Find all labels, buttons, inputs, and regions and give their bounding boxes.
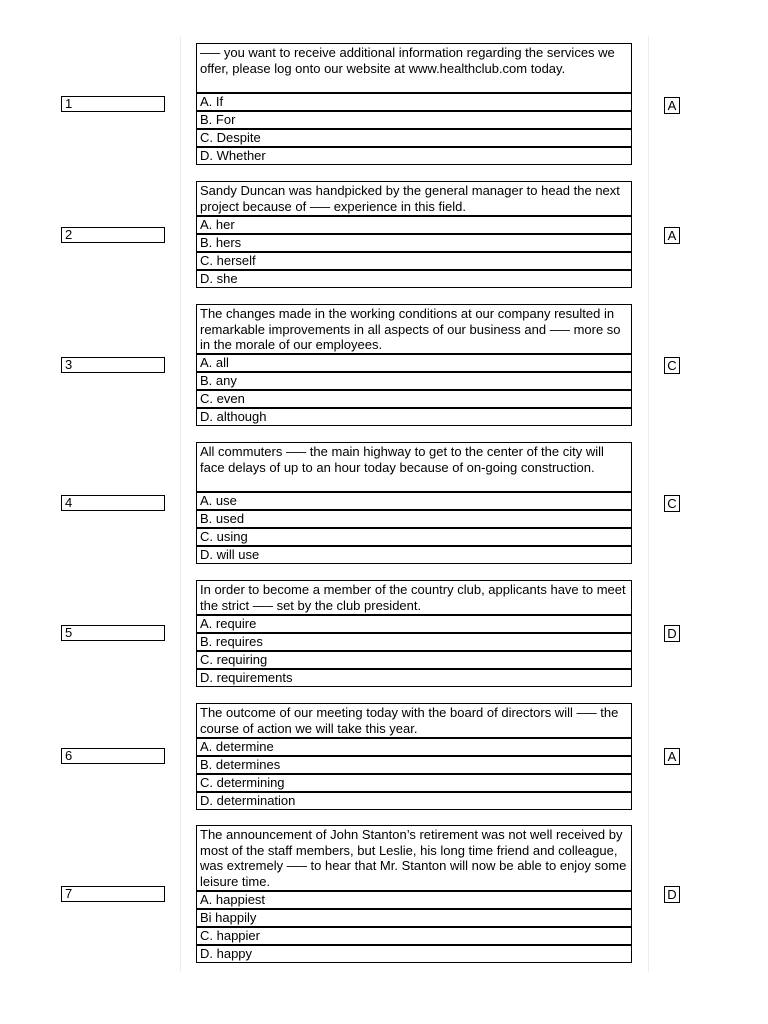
option-b[interactable]: B. For (196, 111, 632, 129)
answer-box: D (664, 886, 680, 903)
option-b[interactable]: B. used (196, 510, 632, 528)
option-d[interactable]: D. she (196, 270, 632, 288)
option-b[interactable]: B. any (196, 372, 632, 390)
question-stem: The announcement of John Stanton’s retirement was not well received by most of the staff members, but Leslie, his long time friend and colleague, was extremely —– to hear that Mr. Stanton will now be able to enjoy some leisure time. (196, 825, 632, 891)
option-c[interactable]: C. Despite (196, 129, 632, 147)
option-c[interactable]: C. requiring (196, 651, 632, 669)
option-a[interactable]: A. happiest (196, 891, 632, 909)
answer-box: A (664, 227, 680, 244)
question-number: 5 (61, 625, 165, 641)
option-a[interactable]: A. If (196, 93, 632, 111)
question-stem: The changes made in the working conditions at our company resulted in remarkable improvements in all aspects of our business and —– more so in the morale of our employees. (196, 304, 632, 354)
option-c[interactable]: C. herself (196, 252, 632, 270)
option-c[interactable]: C. happier (196, 927, 632, 945)
answer-box: C (664, 495, 680, 512)
option-a[interactable]: A. her (196, 216, 632, 234)
question-stem: —– you want to receive additional information regarding the services we offer, please log onto our website at www.healthclub.com today. (196, 43, 632, 93)
option-b[interactable]: Bi happily (196, 909, 632, 927)
option-a[interactable]: A. require (196, 615, 632, 633)
answer-box: A (664, 748, 680, 765)
option-c[interactable]: C. determining (196, 774, 632, 792)
option-d[interactable]: D. Whether (196, 147, 632, 165)
question-stem: All commuters —– the main highway to get to the center of the city will face delays of up to an hour today because of on-going construction. (196, 442, 632, 492)
answer-box: D (664, 625, 680, 642)
option-b[interactable]: B. requires (196, 633, 632, 651)
option-d[interactable]: D. happy (196, 945, 632, 963)
option-d[interactable]: D. requirements (196, 669, 632, 687)
question-number: 2 (61, 227, 165, 243)
question-stem: Sandy Duncan was handpicked by the general manager to head the next project because of —– experience in this field. (196, 181, 632, 216)
question-number: 7 (61, 886, 165, 902)
right-guide-line (648, 36, 649, 972)
option-b[interactable]: B. hers (196, 234, 632, 252)
question-number: 4 (61, 495, 165, 511)
question-number: 6 (61, 748, 165, 764)
option-c[interactable]: C. using (196, 528, 632, 546)
option-d[interactable]: D. will use (196, 546, 632, 564)
option-a[interactable]: A. use (196, 492, 632, 510)
option-a[interactable]: A. all (196, 354, 632, 372)
question-stem: In order to become a member of the country club, applicants have to meet the strict —– set by the club president. (196, 580, 632, 615)
question-number: 3 (61, 357, 165, 373)
left-guide-line (180, 36, 181, 972)
question-stem: The outcome of our meeting today with the board of directors will —– the course of action we will take this year. (196, 703, 632, 738)
option-d[interactable]: D. determination (196, 792, 632, 810)
option-d[interactable]: D. although (196, 408, 632, 426)
option-b[interactable]: B. determines (196, 756, 632, 774)
answer-box: C (664, 357, 680, 374)
option-c[interactable]: C. even (196, 390, 632, 408)
question-number: 1 (61, 96, 165, 112)
option-a[interactable]: A. determine (196, 738, 632, 756)
answer-box: A (664, 97, 680, 114)
